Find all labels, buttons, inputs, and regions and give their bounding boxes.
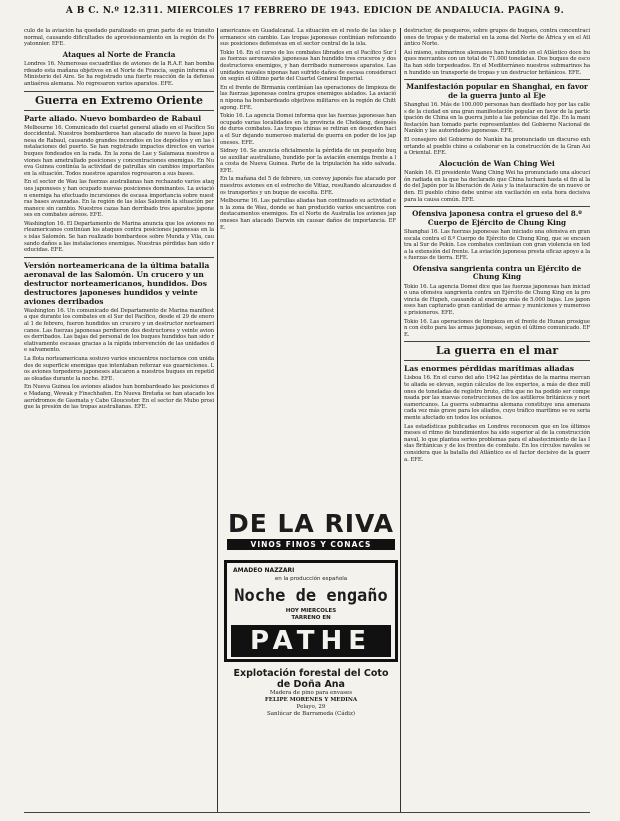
ad-coto-line-1: Explotación forestal del Coto xyxy=(233,668,389,679)
ad-film-actor: AMADEO NAZZARI xyxy=(233,567,295,574)
ad-film-title: Noche de engaño xyxy=(234,586,388,606)
column-middle xyxy=(220,28,396,498)
ad-film-when: HOY MIERCOLES xyxy=(285,608,337,614)
column-divider xyxy=(217,28,218,813)
ad-coto-line-3: Madera de pino para envases xyxy=(269,690,353,696)
ad-film-where: TARRENO EN xyxy=(291,614,331,621)
section-title-oriente: Guerra en Extremo Oriente xyxy=(34,93,204,107)
article-ofensiva-2: Tokio 16. La agencia Domei dice que las fuerzas japonesas han iniciado una ofensiva sangrienta contra un Ejército de Chung King en la provincia de Hupeh, causando al enemigo más de 5.000 bajas. Los japoneses han capturado gran cantidad de armas y municiones y numerosos prisioneros. EFE. xyxy=(404,283,590,317)
advertisements xyxy=(222,510,400,718)
column-left xyxy=(24,28,214,818)
headline-norte-francia: Ataques al Norte de Francia xyxy=(62,49,176,59)
ad-film-cinema: PATHE xyxy=(231,625,391,657)
article-ofensiva-3: Tokio 16. Las operaciones de limpieza en el frente de Hunan prosiguen con éxito para las armas japonesas, según el último comunicado. EFE. xyxy=(404,318,590,338)
ad-riva-tagline: VINOS FINOS Y CONACS xyxy=(227,539,395,550)
article-rabaul-3: Washington 16. El Departamento de Marina anuncia que los aviones norteamericanos continúan los ataques contra posiciones japonesas en las islas Salomón. Se han realizado bombardeos sobre Munda y Vila, causando daños a las instalaciones enemigas. Nuestras pérdidas han sido reducidas. EFE. xyxy=(24,220,214,254)
divider xyxy=(404,79,590,80)
article-version-3: En Nueva Guinea los aviones aliados han bombardeado las posiciones de Madang, Wewak y Finschhafen. En Nueva Bretaña se han atacado los aeródromos de Gasmata y Cabo Gloucester. En el sector de Mubo prosigue la presión de las tropas australianas. EFE. xyxy=(24,384,214,411)
section-title-mar: La guerra en el mar xyxy=(435,344,559,358)
article-mid-5: Sidney 16. Se anuncia oficialmente la pérdida de un pequeño buque auxiliar australiano, hundido por la aviación enemiga frente a la costa de Nueva Guinea. Parte de la tripulación ha sido salvada. EFE. xyxy=(220,148,396,174)
headline-perdidas: Las enormes pérdidas marítimas aliadas xyxy=(404,364,574,374)
article-shanghai-2: El consejero del Gobierno de Nankín ha pronunciado un discurso exhortando al pueblo chino a colaborar en la construcción de la Gran Asia Oriental. EFE. xyxy=(404,136,590,157)
ad-de-la-riva xyxy=(227,510,395,550)
article-norte-francia: Londres 16. Numerosas escuadrillas de aviones de la R.A.F. han bombardeado esta mañana objetivos en el Norte de Francia, según informa el Ministerio del Aire. Se ha registrado una fuerte reacción de la defensa antiaérea alemana. No regresaron varios aparatos. EFE. xyxy=(24,61,214,87)
article-rabaul-1: Melbourne 16. Comunicado del cuartel general aliado en el Pacífico Sudoccidental. Nuestros bombarderos han atacado de nuevo la base japonesa de Rabaul, causando grandes incendios en los depósitos y en las instalaciones del puerto. Se han registrado impactos directos en varios buques fondeados en la rada. En la zona de Lae y Salamaua nuestros aviones han ametrallado posiciones y concentraciones enemigas. En Nueva Guinea continúa la actividad de patrullas sin cambios importantes en la situación. Todos nuestros aparatos regresaron a sus bases. xyxy=(24,124,214,177)
article-mid-4: Tokio 16. La agencia Domei informa que las fuerzas japonesas han ocupado varias localidades en la provincia de Chekiang, después de duros combates. Las tropas chinas se retiran en desorden hacia el Sur dejando numeroso material de guerra en poder de los japoneses. EFE. xyxy=(220,113,396,146)
article-version-2: La flota norteamericana sostuvo varios encuentros nocturnos con unidades de superficie enemigas que intentaban reforzar sus guarniciones. Los aviones torpederos japoneses atacaron a nuestros buques en repetidas oleadas durante la noche. EFE. xyxy=(24,356,214,382)
divider xyxy=(404,206,590,207)
ad-coto-line-6: Sanlúcar de Barrameda (Cádiz) xyxy=(267,711,355,717)
article-mar-2: Las estadísticas publicadas en Londres reconocen que en los últimos meses el ritmo de hundimientos ha sido superior al de la construcción naval, lo que plantea serios problemas para el abastecimiento de las Islas Británicas y de los frentes de combate. En los círculos navales se considera que la batalla del Atlántico es el factor decisivo de la guerra. EFE. xyxy=(404,423,590,463)
article-ofensiva: Shanghai 16. Las fuerzas japonesas han iniciado una ofensiva en gran escala contra el 8.º Cuerpo de Ejército de Chung King, que se encuentra al Sur de Pekín. Los combates continúan con gran violencia en toda la extensión del frente. La aviación japonesa presta eficaz apoyo a las fuerzas de tierra. EFE. xyxy=(404,228,590,262)
ad-coto-line-4: FELIPE MORENES Y MEDINA xyxy=(264,697,358,703)
divider xyxy=(404,360,590,361)
column-right xyxy=(404,28,590,818)
divider xyxy=(404,341,590,342)
masthead: A B C. N.º 12.311. MIERCOLES 17 FEBRERO DE 1943. EDICION DE ANDALUCIA. PAGINA 9. xyxy=(65,6,565,16)
article-mid-2: Tokio 16. En el curso de los combates librados en el Pacífico Sur las fuerzas aeronavales japonesas han hundido tres cruceros y dos destructores enemigos, y han derribado numerosos aparatos. Las unidades navales niponas han sufrido daños de escasa consideración según el último parte del Cuartel General Imperial. xyxy=(220,49,396,83)
ad-coto-line-2: de Doña Ana xyxy=(277,679,345,690)
headline-ofensiva: Ofensiva japonesa contra el grueso del 8.º Cuerpo de Ejército de Chung King xyxy=(412,209,582,227)
article-shanghai: Shanghai 16. Más de 100.000 personas han desfilado hoy por las calles de la ciudad en una gran manifestación popular en favor de la participación de China en la guerra junto a las potencias del Eje. En la manifestación han tomado parte representantes del Gobierno Nacional de Nankín y las autoridades japonesas. EFE. xyxy=(404,101,590,135)
headline-wang: Alocución de Wan Ching Wei xyxy=(439,158,555,168)
ad-film-pathe xyxy=(224,560,398,662)
ad-coto-dona-ana xyxy=(222,668,400,718)
article-rabaul-2: En el sector de Wau las fuerzas australianas han rechazado varios ataques japoneses y han ocupado nuevas posiciones dominantes. La aviación enemiga ha efectuado incursiones de escasa importancia sobre nuestras bases avanzadas. En la región de las islas Salomón la situación permanece sin cambio. Nuestros cazas han derribado tres aparatos japoneses en combates aéreos. EFE. xyxy=(24,179,214,219)
article-mid-3: En el frente de Birmania continúan las operaciones de limpieza de las fuerzas japonesas contra grupos enemigos aislados. La aviación nipona ha bombardeado objetivos militares en la región de Chittagong. EFE. xyxy=(220,84,396,111)
article-mid-6: En la mañana del 5 de febrero, un convoy japonés fue atacado por nuestros aviones en el estrecho de Vitiaz, resultando alcanzados dos transportes y un buque de escolta. EFE. xyxy=(220,176,396,196)
article-mar-1: Lisboa 16. En el curso del año 1942 las pérdidas de la marina mercante aliada se elevan, según cálculos de los expertos, a más de diez millones de toneladas de registro bruto, cifra que no ha podido ser compensada por las nuevas construcciones de los astilleros británicos y norteamericanos. La guerra submarina alemana constituye una amenaza cada vez más grave para los aliados, cuyo tráfico marítimo se ve seriamente afectado en todos los océanos. xyxy=(404,375,590,421)
ad-coto-line-5: Pelayo, 29 xyxy=(296,704,326,710)
bottom-rule xyxy=(24,812,590,813)
headline-shanghai: Manifestación popular en Shanghai, en favor de la guerra junto al Eje xyxy=(406,82,588,100)
headline-rabaul: Parte aliado. Nuevo bombardeo de Rabaul xyxy=(24,113,202,123)
article-mid-1: americanos en Guadalcanal. La situación en el resto de las islas permanece sin cambio. Las tropas japonesas continúan reforzando sus posiciones defensivas en el sector central de la isla. xyxy=(220,28,396,48)
article-version-1: Washington 16. Un comunicado del Departamento de Marina manifiesta que durante los combates en el Sur del Pacífico, desde el 29 de enero al 1 de febrero, fueron hundidos un crucero y un destructor norteamericanos. Las fuerzas japonesas perdieron dos destructores y veinte aviones derribados. Las bajas del personal de los buques hundidos han sido relativamente escasas gracias a la rápida intervención de las unidades de salvamento. xyxy=(24,307,214,354)
ad-riva-brand: DE LA RIVA xyxy=(227,509,395,538)
divider xyxy=(24,257,214,258)
column-divider xyxy=(400,28,401,813)
article-mid-7: Melbourne 16. Las patrullas aliadas han continuado su actividad en la zona de Wau, donde se han producido varios encuentros con destacamentos enemigos. En el Norte de Australia los aviones japoneses han atacado Darwin sin causar daños de importancia. EFE. xyxy=(220,198,396,231)
ad-film-production: en la producción española xyxy=(274,576,348,582)
article-right-2: Así mismo, submarinos alemanes han hundido en el Atlántico doce buques mercantes con un total de 71.000 toneladas. Dos buques de escolta han sido torpedeados. En el Mediterráneo nuestros submarinos han hundido un transporte de tropas y un destructor británicos. EFE. xyxy=(404,49,590,76)
divider xyxy=(24,91,214,92)
article-wang: Nankín 16. El presidente Wang Ching Wei ha pronunciado una alocución radiada en la que ha declarado que China luchará hasta el fin al lado del Japón por la liberación de Asia y la instauración de un nuevo orden. El pueblo chino debe unirse sin vacilación en esta hora decisiva para la causa común. EFE. xyxy=(404,170,590,203)
divider xyxy=(24,110,214,111)
article-intro: culo de la aviación ha quedado paralizado en gran parte de su tránsito normal, causando dificultades de aprovisionamiento en la región de Foyatonnier. EFE. xyxy=(24,28,214,48)
article-right-1: destructor, de pesqueros, sobre grupos de buques, contra concentraciones de tropas y de material en la zona del Norte de África y en el Atlántico Norte. xyxy=(404,28,590,48)
headline-version-salomon: Versión norteamericana de la última batalla aeronaval de las Salomón. Un crucero y un destructor norteamericanos, hundidos. Dos destructores japoneses hundidos y veinte aviones derribados xyxy=(24,260,210,306)
headline-ofensiva-2: Ofensiva sangrienta contra un Ejército de Chung King xyxy=(412,263,582,282)
